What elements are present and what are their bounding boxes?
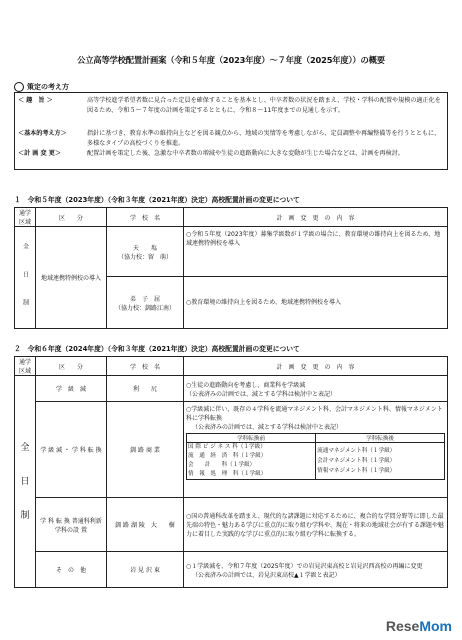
- school-cell: 天 塩 （協力校：留 萌）: [107, 227, 184, 277]
- content-cell: ○学級減に伴い、既存の４学科を流通マネジメント科、会計マネジメント科、情報マネジメント科に学科転換 （公表済みの計画では、減とする学科は検討中と表記） 学科転換前 学科転換後 国 際 ビ ジ ネ ス 科（１学級） 流 通 経 済 科（１学級） 会 計 科（１学級） 情 報 処 理 科（１学級） 流通マネジメント科（１学級） 会計マネジメント科（１学級） 情報マネジメント科（１学級）: [184, 402, 448, 498]
- content-cell: ○令和５年度（2023年度）募集学級数が１学級の場合に、教育環境の維持向上を図るため、地域連携特例校を導入: [184, 227, 448, 277]
- school-cell: 釧 路 湖 陵 大 樹: [107, 498, 184, 552]
- section-heading-policy: 策定の考え方: [14, 82, 69, 92]
- policy-box: [14, 92, 448, 170]
- before-header: 学科転換前: [187, 434, 316, 443]
- category-cell: そ の 他: [36, 552, 107, 588]
- category-cell: 学 級 減: [36, 376, 107, 402]
- area-cell: 全 日 制: [15, 376, 36, 588]
- content-cell: ○教育環境の維持向上を図るため、地域連携特例校を導入: [184, 277, 448, 329]
- policy-text: 配置計画を策定した後、急激な中卒者数の増減や生徒の進路動向に大きな変動が生じた場合などは、計画を再検討。: [87, 150, 404, 157]
- content-cell: ○生徒の進路動向を考慮し、商業科を学級減 （公表済みの計画では、減とする学科は検討中と表記）: [184, 376, 448, 402]
- school-cell: 岩 見 沢 東: [107, 552, 184, 588]
- page-title: 公立高等学校配置計画案（令和５年度（2023年度）～７年度（2025年度））の概要: [77, 55, 385, 65]
- policy-label: ＜基本的考え方＞: [18, 130, 67, 137]
- after-list: 流通マネジメント科（１学級） 会計マネジメント科（１学級） 情報マネジメント科（１学級）: [316, 443, 445, 480]
- policy-label: ＜計 画 変 更＞: [18, 150, 61, 157]
- header-school: 学 校 名: [107, 357, 184, 376]
- header-content: 計 画 変 更 の 内 容: [184, 357, 448, 376]
- header-area: 通学区域: [15, 357, 36, 376]
- after-header: 学科転換後: [316, 434, 445, 443]
- area-cell: 全 日 制: [15, 227, 36, 329]
- before-list: 国 際 ビ ジ ネ ス 科（１学級） 流 通 経 済 科（１学級） 会 計 科（１学級） 情 報 処 理 科（１学級）: [187, 443, 316, 480]
- circle-bullet-icon: [14, 82, 24, 92]
- header-category: 区 分: [36, 208, 107, 227]
- conversion-table: [186, 433, 445, 480]
- policy-label: ＜ 趣 旨 ＞: [18, 97, 53, 104]
- header-area: 通学区域: [15, 208, 36, 227]
- header-content: 計 画 変 更 の 内 容: [184, 208, 448, 227]
- school-cell: 釧 路 商 業: [107, 402, 184, 498]
- school-cell: 利 尻: [107, 376, 184, 402]
- policy-text: 指針に基づき、教育水準の維持向上などを図る観点から、地域の実情等を考慮しながら、定員調整や再編整備等を行うとともに、多様なタイプの高校づくりを推進。: [87, 130, 441, 147]
- section2-heading: ２ 令和６年度（2024年度）（令和３年度（2021年度）決定）高校配置計画の変更について: [14, 345, 300, 353]
- category-cell: 学 科 転 換 普通科利新学科の設 置: [36, 498, 107, 552]
- content-cell: ○国の普通科改革を踏まえ、現代的な諸課題に対応するために、複合的な学問分野等に即した最先端の特色・魅力ある学びに重点的に取り組む学科や、現在・将来の地域社会が有する課題や魅力に着目した実践的な学びに重点的に取り組む学科に転換する。: [184, 498, 448, 552]
- resemom-watermark-logo: ReseMom: [385, 618, 452, 634]
- content-cell: ○１学級減を、令和７年度（2025年度）での岩見沢東高校と岩見沢西高校の再編に変更 （公表済みの計画では、岩見沢東高校▲１学級と表記）: [184, 552, 448, 588]
- section1-heading: １ 令和５年度（2023年度）（令和３年度（2021年度）決定）高校配置計画の変更について: [14, 196, 300, 204]
- header-school: 学 校 名: [107, 208, 184, 227]
- category-cell: 地域連携特例校の導入: [36, 227, 107, 329]
- school-cell: 弟 子 屈 （協力校：釧路江南）: [107, 277, 184, 329]
- policy-text: 高等学校進学希望者数に見合った定員を確保することを基本とし、中卒者数の状況を踏まえ、学校・学科の配置や規模の適正化を図るため、令和５～７年度の計画を策定するとともに、令和８～11年度までの見通しを示す。: [87, 97, 441, 114]
- plan-table-2024: [14, 356, 448, 588]
- category-cell: 学 級 減 ・ 学 科 転 換: [36, 402, 107, 498]
- plan-table-2023: [14, 207, 448, 329]
- header-category: 区 分: [36, 357, 107, 376]
